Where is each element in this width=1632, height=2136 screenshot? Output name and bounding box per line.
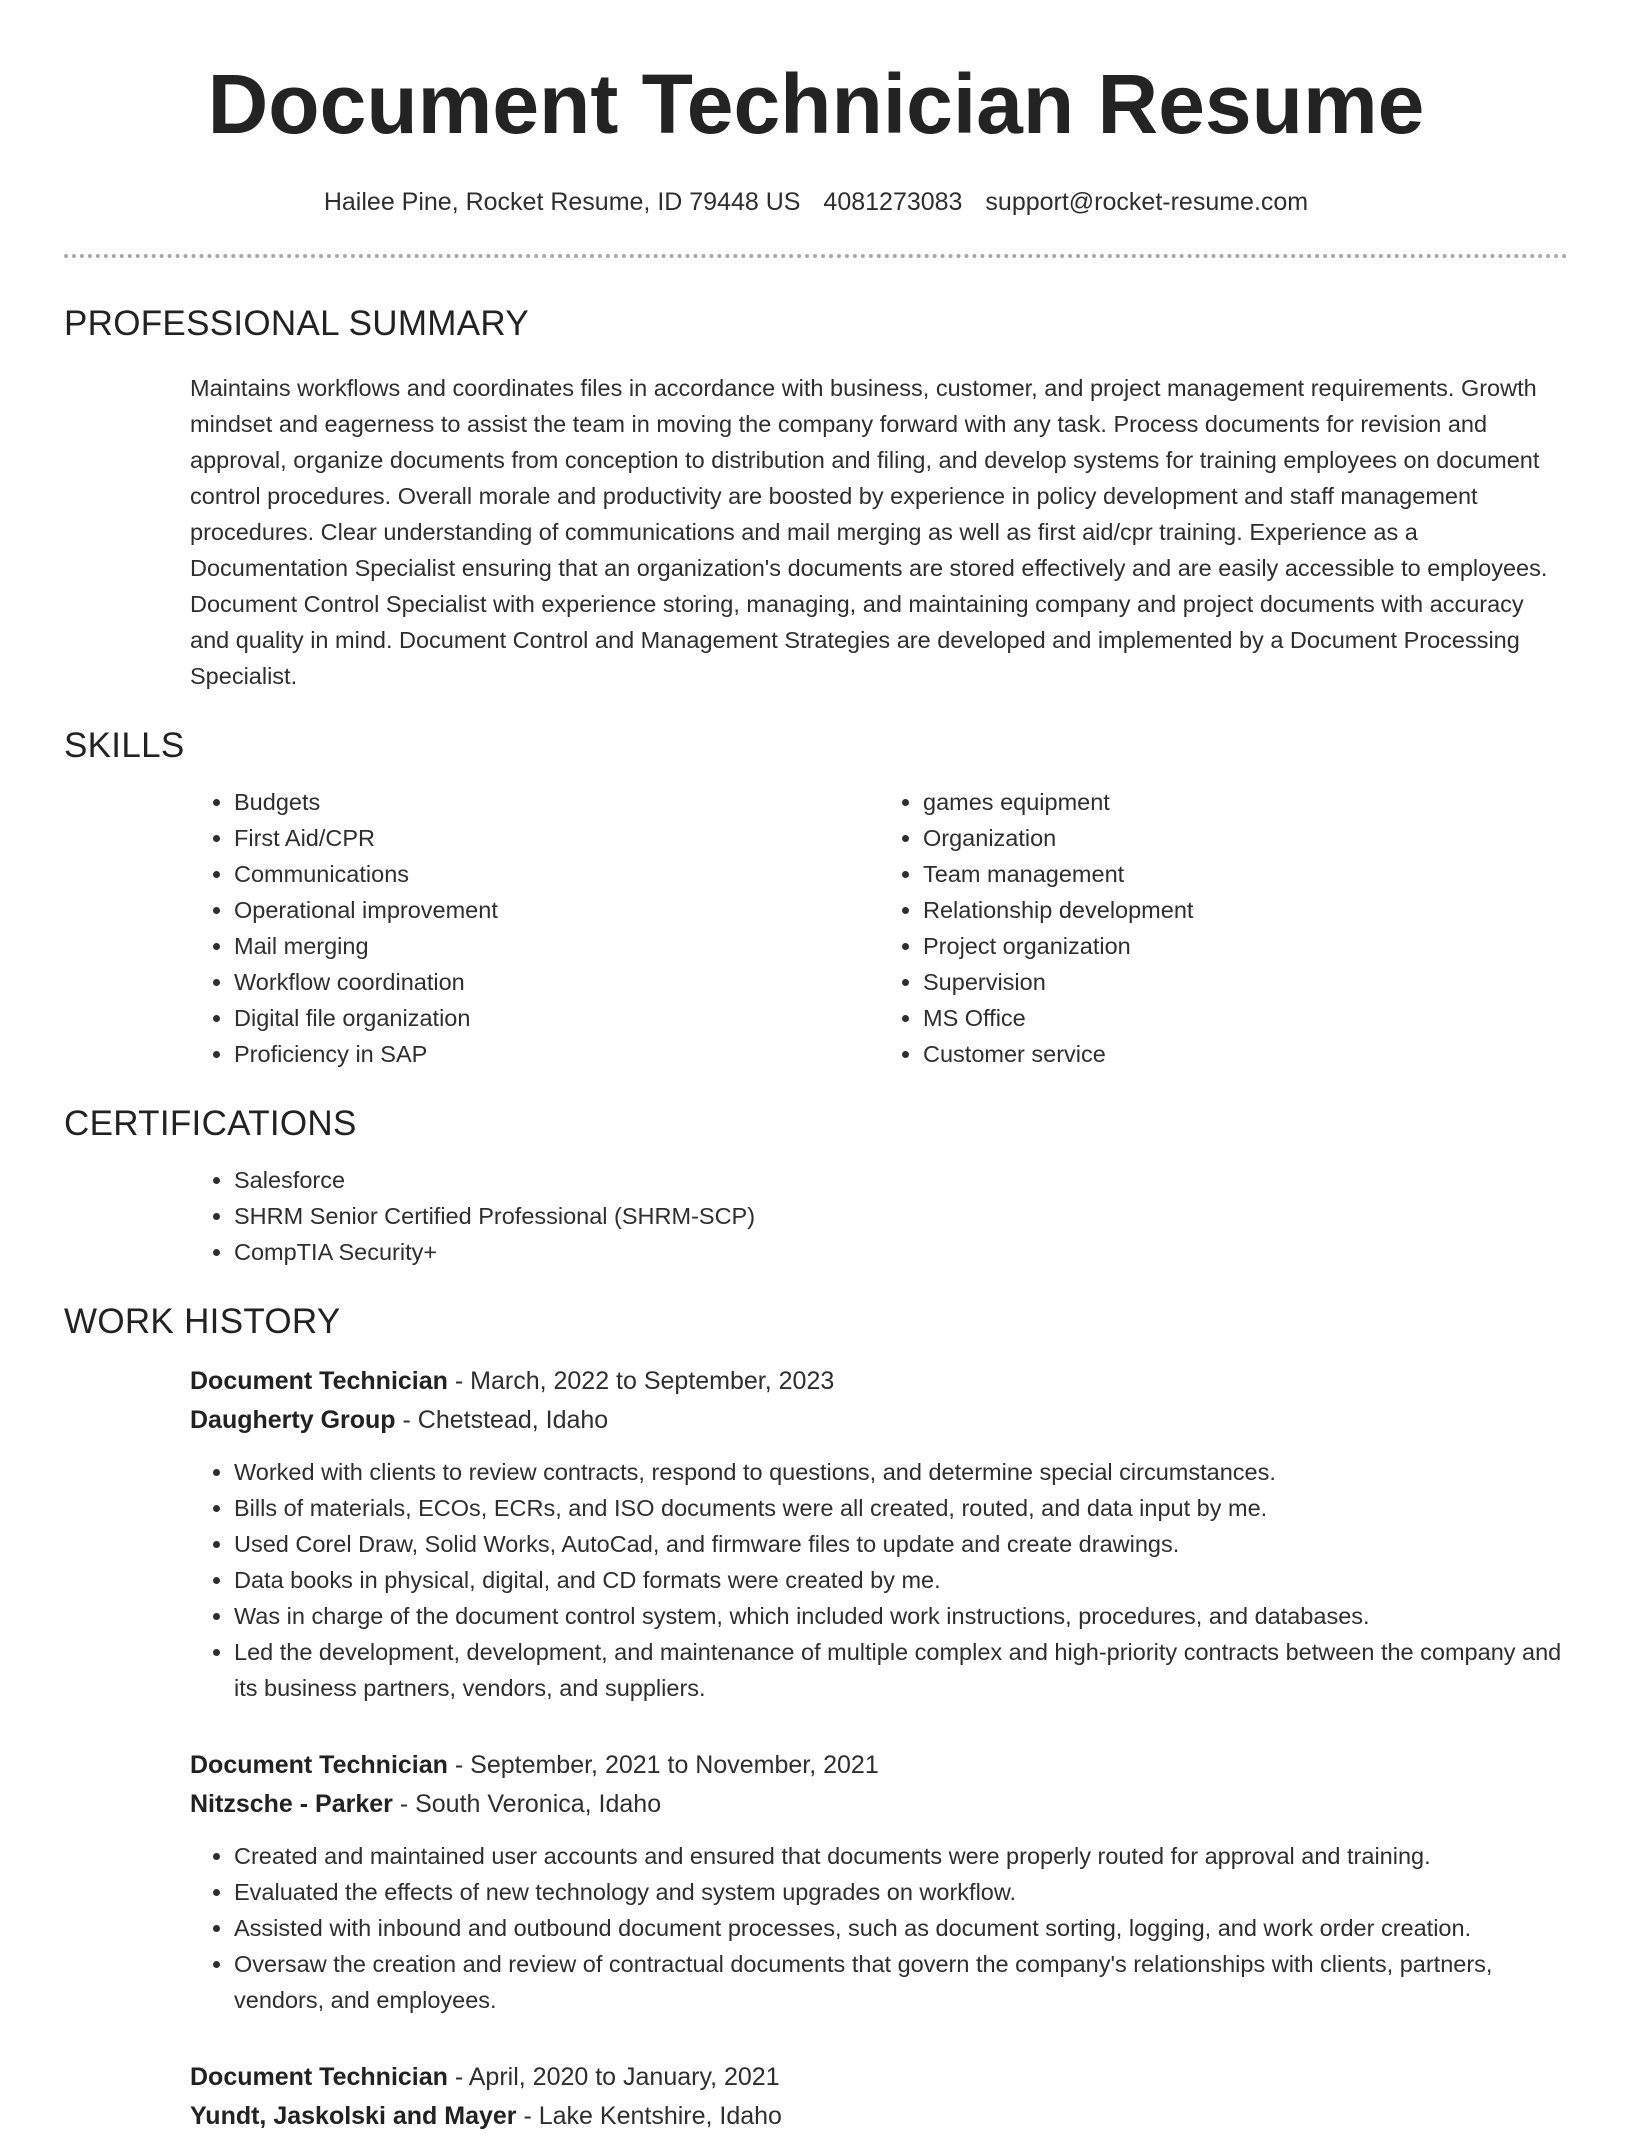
certifications-section [64,1102,1568,1270]
summary-heading: PROFESSIONAL SUMMARY [64,304,529,343]
job-bullet-list [190,1838,1568,2018]
summary-section [64,302,1568,694]
skill-item: • Supervision [923,964,1568,1000]
skill-item: • Mail merging [234,928,879,964]
job-bullet: • Worked with clients to review contracts, respond to questions, and determine special circumstances. [234,1454,1568,1490]
job-company: Nitzsche - Parker [190,1790,393,1818]
job-dates: - September, 2021 to November, 2021 [447,1751,879,1779]
work-history-section [64,1300,1568,2136]
job-bullet: • Bills of materials, ECOs, ECRs, and ISO documents were all created, routed, and data input by me. [234,1490,1568,1526]
job-location: - South Veronica, Idaho [392,1790,662,1818]
job-company: Daugherty Group [190,1406,396,1434]
resume-title: Document Technician Resume [207,57,1425,151]
skill-item: • Workflow coordination [234,964,879,1000]
skill-item: • Relationship development [923,892,1568,928]
certifications-heading: CERTIFICATIONS [64,1104,357,1143]
job-bullet: • Used Corel Draw, Solid Works, AutoCad, and firmware files to update and create drawings. [234,1526,1568,1562]
job-bullet: • Created and maintained user accounts and ensured that documents were properly routed for approval and training. [234,1838,1568,1874]
skills-left-list [190,784,879,1072]
contact-phone: 4081273083 [823,188,963,216]
job-title: Document Technician [190,2063,448,2091]
summary-body [190,370,1568,694]
certification-item: • SHRM Senior Certified Professional (SHRM-SCP) [234,1198,1568,1234]
job-entry [190,2058,1568,2136]
job-bullet: • Assisted with inbound and outbound document processes, such as document sorting, logging, and work order creation. [234,1910,1568,1946]
job-company-line [190,1401,1568,1440]
job-entry [190,1362,1568,1706]
work-history-body [190,1362,1568,2136]
skill-item: • Organization [923,820,1568,856]
skills-right-list [879,784,1568,1072]
job-title-line [190,2058,1568,2097]
contact-email: support@rocket-resume.com [985,188,1309,216]
job-entry [190,1746,1568,2018]
job-title: Document Technician [190,1367,448,1395]
skill-item: • Proficiency in SAP [234,1036,879,1072]
skill-item: • Communications [234,856,879,892]
job-title: Document Technician [190,1751,448,1779]
skill-item: • Digital file organization [234,1000,879,1036]
work-history-heading: WORK HISTORY [64,1302,341,1341]
job-title-line [190,1362,1568,1401]
certifications-body [190,1162,1568,1270]
job-bullet: • Led the development, development, and maintenance of multiple complex and high-priority contracts between the company and its business partners, vendors, and suppliers. [234,1634,1568,1706]
job-bullet: • Oversaw the creation and review of contractual documents that govern the company's relationships with clients, partners, vendors, and employees. [234,1946,1568,2018]
header-divider [64,254,1568,258]
job-bullet: • Data books in physical, digital, and CD formats were created by me. [234,1562,1568,1598]
skill-item: • Customer service [923,1036,1568,1072]
certification-item: • Salesforce [234,1162,1568,1198]
job-bullet-list [190,1454,1568,1706]
skill-item: • Operational improvement [234,892,879,928]
contact-line [0,186,1632,218]
skill-item: • Team management [923,856,1568,892]
job-location: - Chetstead, Idaho [395,1406,609,1434]
job-dates: - April, 2020 to January, 2021 [447,2063,780,2091]
skill-item: • Budgets [234,784,879,820]
job-location: - Lake Kentshire, Idaho [516,2102,782,2130]
job-dates: - March, 2022 to September, 2023 [447,1367,835,1395]
skill-item: • games equipment [923,784,1568,820]
job-company: Yundt, Jaskolski and Mayer [190,2102,517,2130]
job-company-line [190,1785,1568,1824]
job-title-line [190,1746,1568,1785]
skill-item: • Project organization [923,928,1568,964]
skills-section [64,724,1568,1072]
skill-item: • MS Office [923,1000,1568,1036]
certifications-list [190,1162,1568,1270]
skills-body [190,784,1568,1072]
job-company-line [190,2097,1568,2136]
contact-address: Hailee Pine, Rocket Resume, ID 79448 US [323,188,801,216]
skill-item: • First Aid/CPR [234,820,879,856]
skills-heading: SKILLS [64,726,185,765]
certification-item: • CompTIA Security+ [234,1234,1568,1270]
job-bullet: • Was in charge of the document control system, which included work instructions, procedures, and databases. [234,1598,1568,1634]
summary-text: Maintains workflows and coordinates files in accordance with business, customer, and project management requirements. Growth mindset and eagerness to assist the team in moving the company forward with any task. Process documents for revision and approval, organize documents from conception to distribution and filing, and develop systems for training employees on document control procedures. Overall morale and productivity are boosted by experience in policy development and staff management procedures. Clear understanding of communications and mail merging as well as first aid/cpr training. Experience as a Documentation Specialist ensuring that an organization's documents are stored effectively and are easily accessible to employees. Document Control Specialist with experience storing, managing, and maintaining company and project documents with accuracy and quality in mind. Document Control and Management Strategies are developed and implemented by a Document Processing Specialist. [190,375,1548,689]
job-bullet: • Evaluated the effects of new technology and system upgrades on workflow. [234,1874,1568,1910]
